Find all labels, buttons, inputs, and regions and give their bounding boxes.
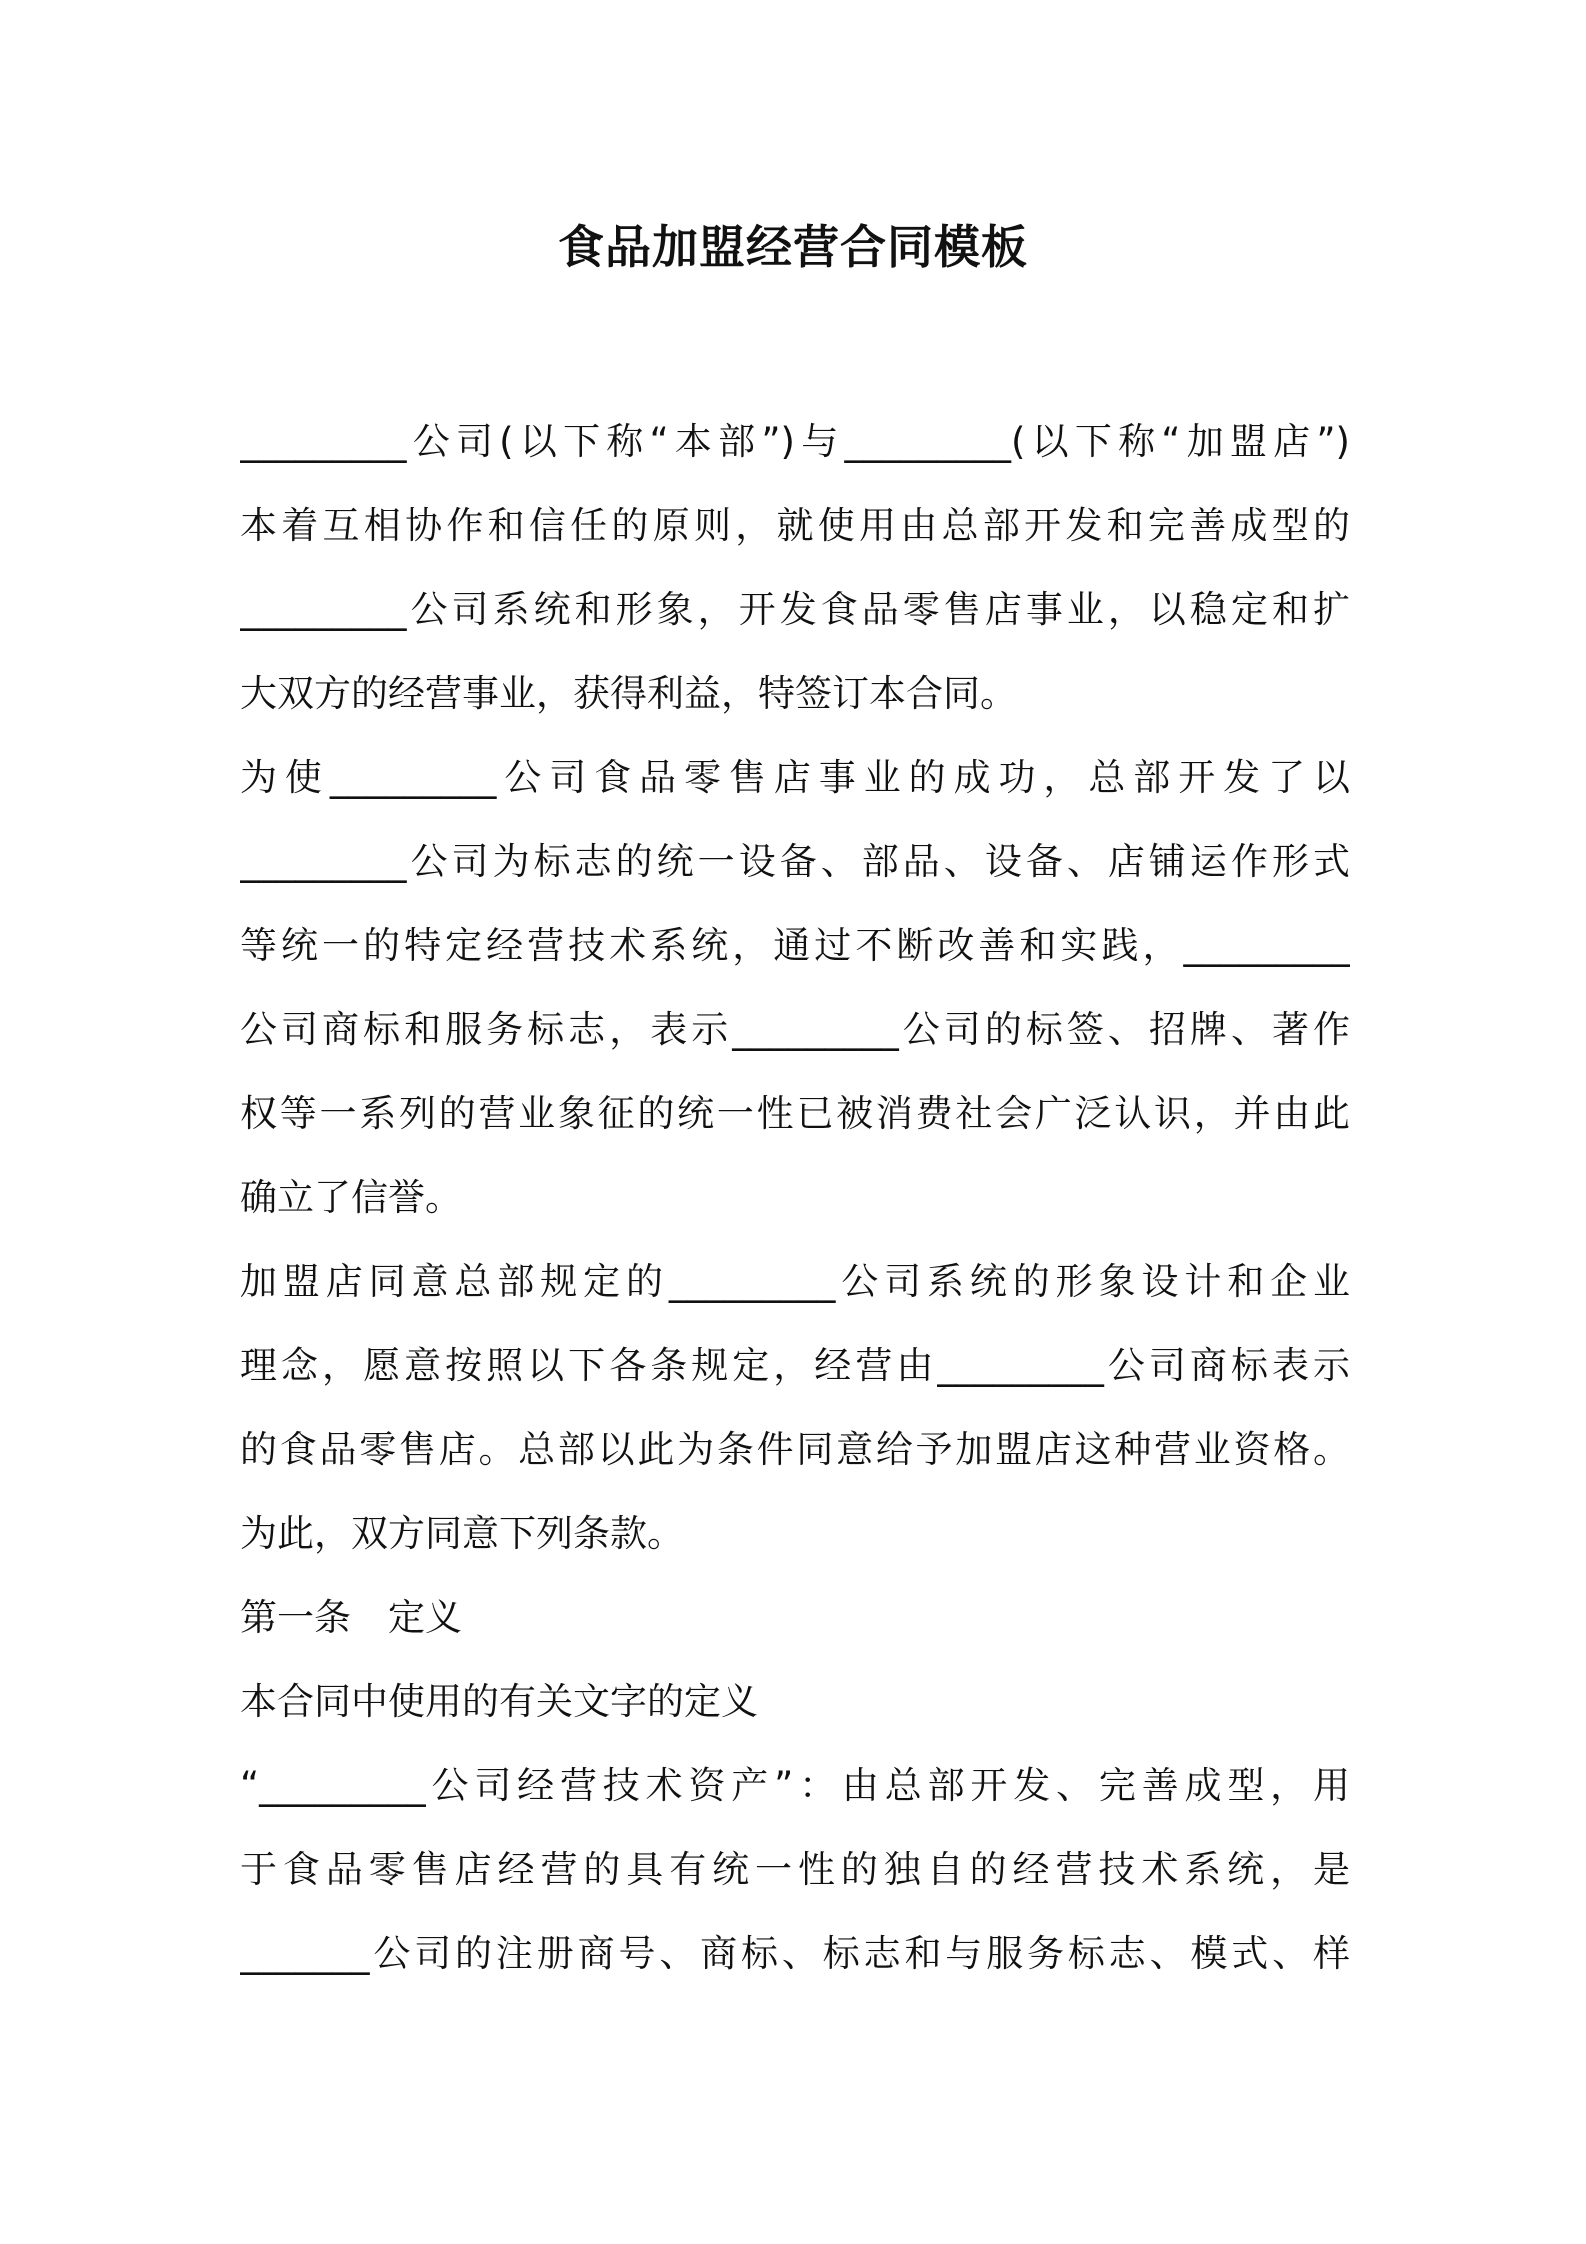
paragraph-line: 本合同中使用的有关文字的定义: [240, 1680, 758, 1723]
paragraph-line: 于食品零售店经营的具有统一性的独自的经营技术系统，是: [240, 1848, 1350, 1891]
paragraph-line: _________公司为标志的统一设备、部品、设备、店铺运作形式: [240, 840, 1350, 883]
paragraph-line: 本着互相协作和信任的原则，就使用由总部开发和完善成型的: [240, 504, 1350, 547]
section-heading: 第一条 定义: [240, 1596, 462, 1639]
document-body: [240, 400, 1350, 1996]
paragraph-line: 确立了信誉。: [240, 1176, 462, 1219]
paragraph-line: _________公司(以下称“本部”)与_________(以下称“加盟店”): [240, 420, 1350, 463]
paragraph-line: 公司商标和服务标志，表示_________公司的标签、招牌、著作: [240, 1008, 1350, 1051]
paragraph-line: 理念，愿意按照以下各条规定，经营由_________公司商标表示: [240, 1344, 1350, 1387]
paragraph-line: “_________公司经营技术资产”：由总部开发、完善成型，用: [240, 1764, 1350, 1807]
document-title: 食品加盟经营合同模板: [558, 220, 1028, 274]
paragraph-line: _________公司系统和形象，开发食品零售店事业，以稳定和扩: [240, 588, 1350, 631]
paragraph-line: 大双方的经营事业，获得利益，特签订本合同。: [240, 672, 1017, 715]
paragraph-line: 的食品零售店。总部以此为条件同意给予加盟店这种营业资格。: [240, 1428, 1350, 1471]
paragraph-line: 权等一系列的营业象征的统一性已被消费社会广泛认识，并由此: [240, 1092, 1350, 1135]
paragraph-line: _______公司的注册商号、商标、标志和与服务标志、模式、样: [240, 1932, 1350, 1975]
paragraph-line: 加盟店同意总部规定的_________公司系统的形象设计和企业: [240, 1260, 1350, 1303]
paragraph-line: 为使_________公司食品零售店事业的成功，总部开发了以: [240, 756, 1350, 799]
paragraph-line: 为此，双方同意下列条款。: [240, 1512, 684, 1555]
paragraph-line: 等统一的特定经营技术系统，通过不断改善和实践，_________: [240, 924, 1350, 967]
